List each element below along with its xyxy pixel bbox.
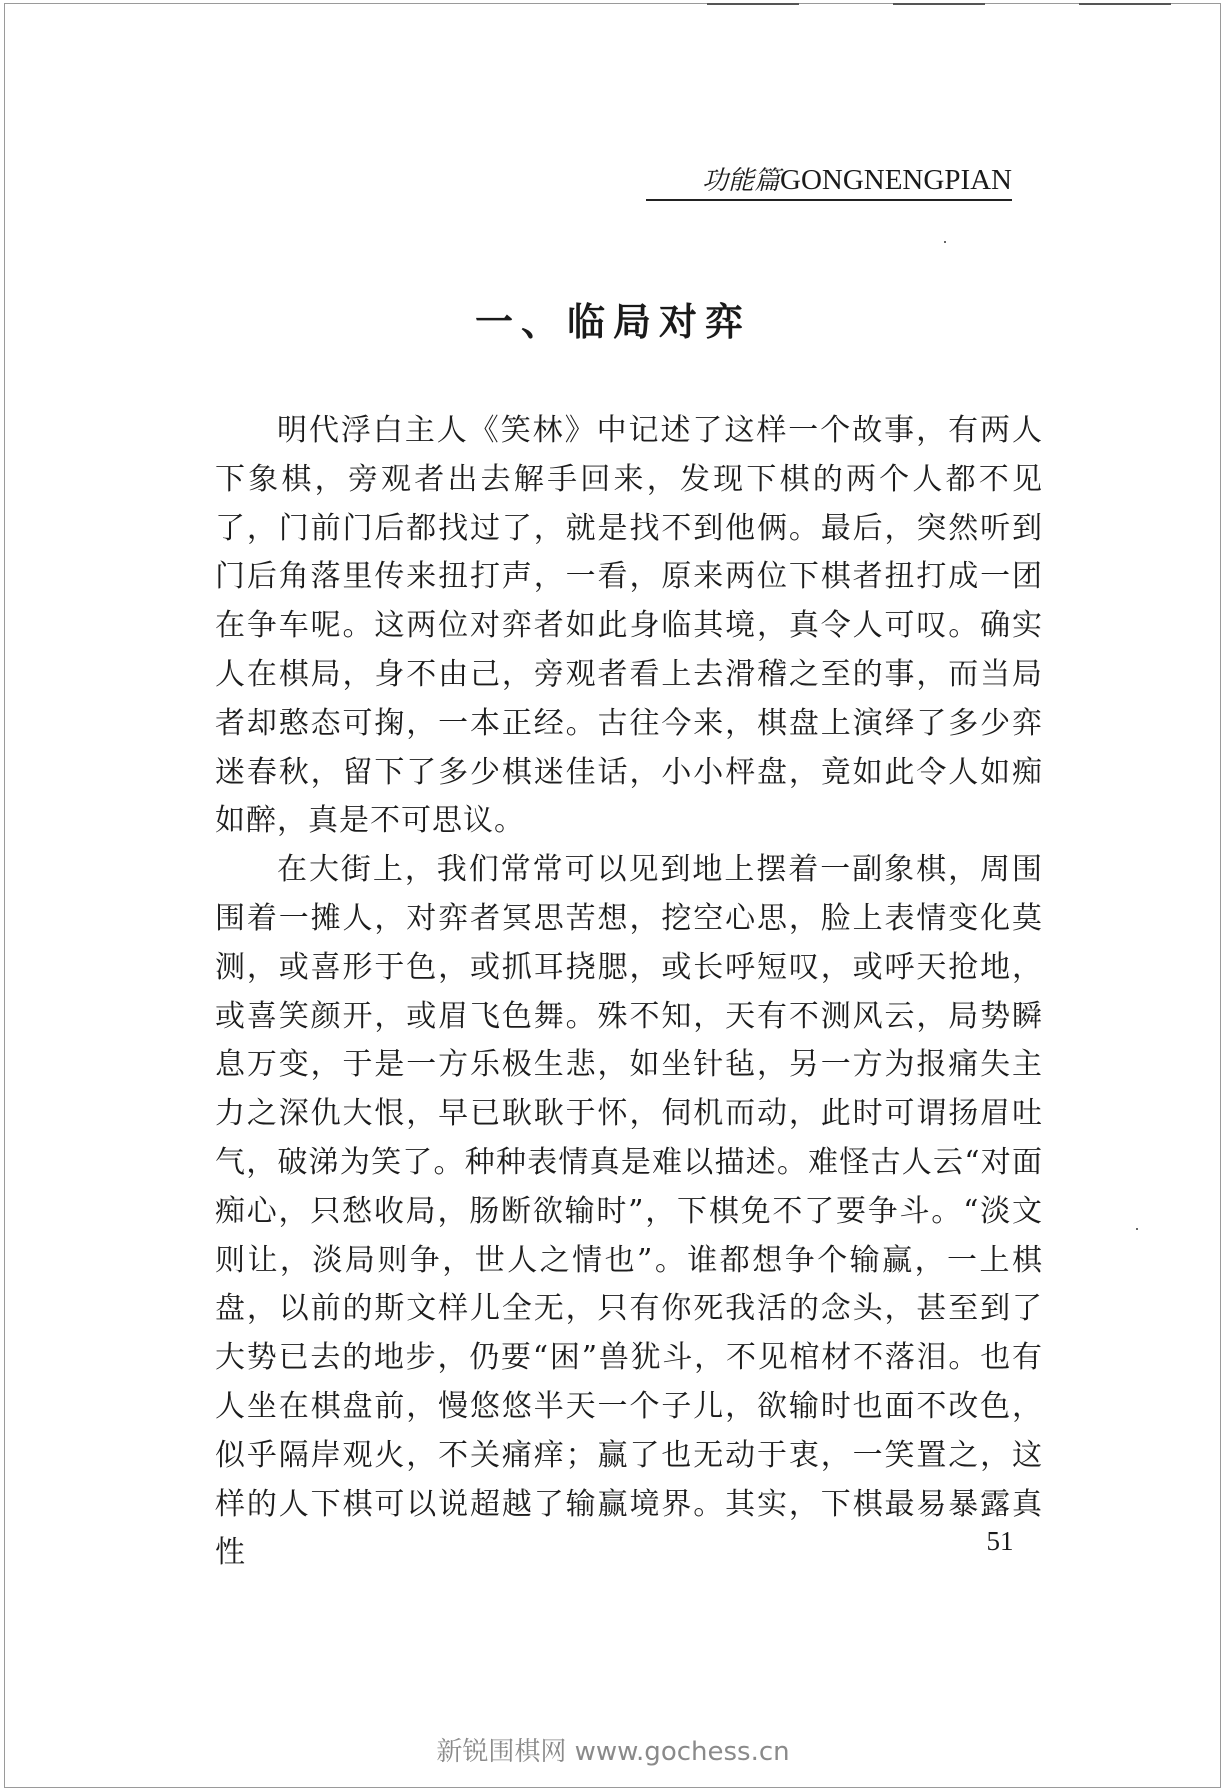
scan-speck [944, 241, 946, 243]
paragraph-2: 在大街上，我们常常可以见到地上摆着一副象棋，周围围着一摊人，对弈者冥思苦想，挖空心思，脸上表情变化莫测，或喜形于色，或抓耳挠腮，或长呼短叹，或呼天抢地，或喜笑颜开，或眉飞色舞。殊不知，天有不测风云，局势瞬息万变，于是一方乐极生悲，如坐针毡，另一方为报痛失主力之深仇大恨，早已耿耿于怀，伺机而动，此时可谓扬眉吐气，破涕为笑了。种种表情真是难以描述。难怪古人云“对面痴心，只愁收局，肠断欲输时”，下棋免不了要争斗。“淡文则让，淡局则争，世人之情也”。谁都想争个输赢，一上棋盘，以前的斯文样儿全无，只有你死我活的念头，甚至到了大势已去的地步，仍要“困”兽犹斗，不见棺材不落泪。也有人坐在棋盘前，慢悠悠半天一个子儿，欲输时也面不改色，似乎隔岸观火，不关痛痒；赢了也无动于衷，一笑置之，这样的人下棋可以说超越了输赢境界。其实，下棋最易暴露真性 [215, 852, 1043, 1571]
watermark: 新锐围棋网 www.gochess.cn [436, 1737, 790, 1767]
body-text [215, 407, 1043, 1578]
paragraph-1: 明代浮白主人《笑林》中记述了这样一个故事，有两人下象棋，旁观者出去解手回来，发现下棋的两个人都不见了，门前门后都找过了，就是找不到他俩。最后，突然听到门后角落里传来扭打声，一看，原来两位下棋者扭打成一团在争车呢。这两位对弈者如此身临其境，真令人可叹。确实人在棋局，身不由己，旁观者看上去滑稽之至的事，而当局者却憨态可掬，一本正经。古往今来，棋盘上演绎了多少弈迷春秋，留下了多少棋迷佳话，小小枰盘，竟如此令人如痴如醉，真是不可思议。 [215, 413, 1043, 839]
scan-speck [1136, 1228, 1138, 1230]
section-title: 一、临局对弈 [474, 300, 751, 344]
top-rule [893, 3, 985, 5]
top-rule [1079, 3, 1171, 5]
header-rule [646, 199, 1012, 201]
page-number: 51 [986, 1526, 1014, 1556]
top-rule [707, 3, 799, 5]
running-header-chinese: 功能篇 [701, 166, 780, 195]
running-header [646, 160, 1012, 200]
running-header-latin: GONGNENGPIAN [780, 164, 1012, 196]
